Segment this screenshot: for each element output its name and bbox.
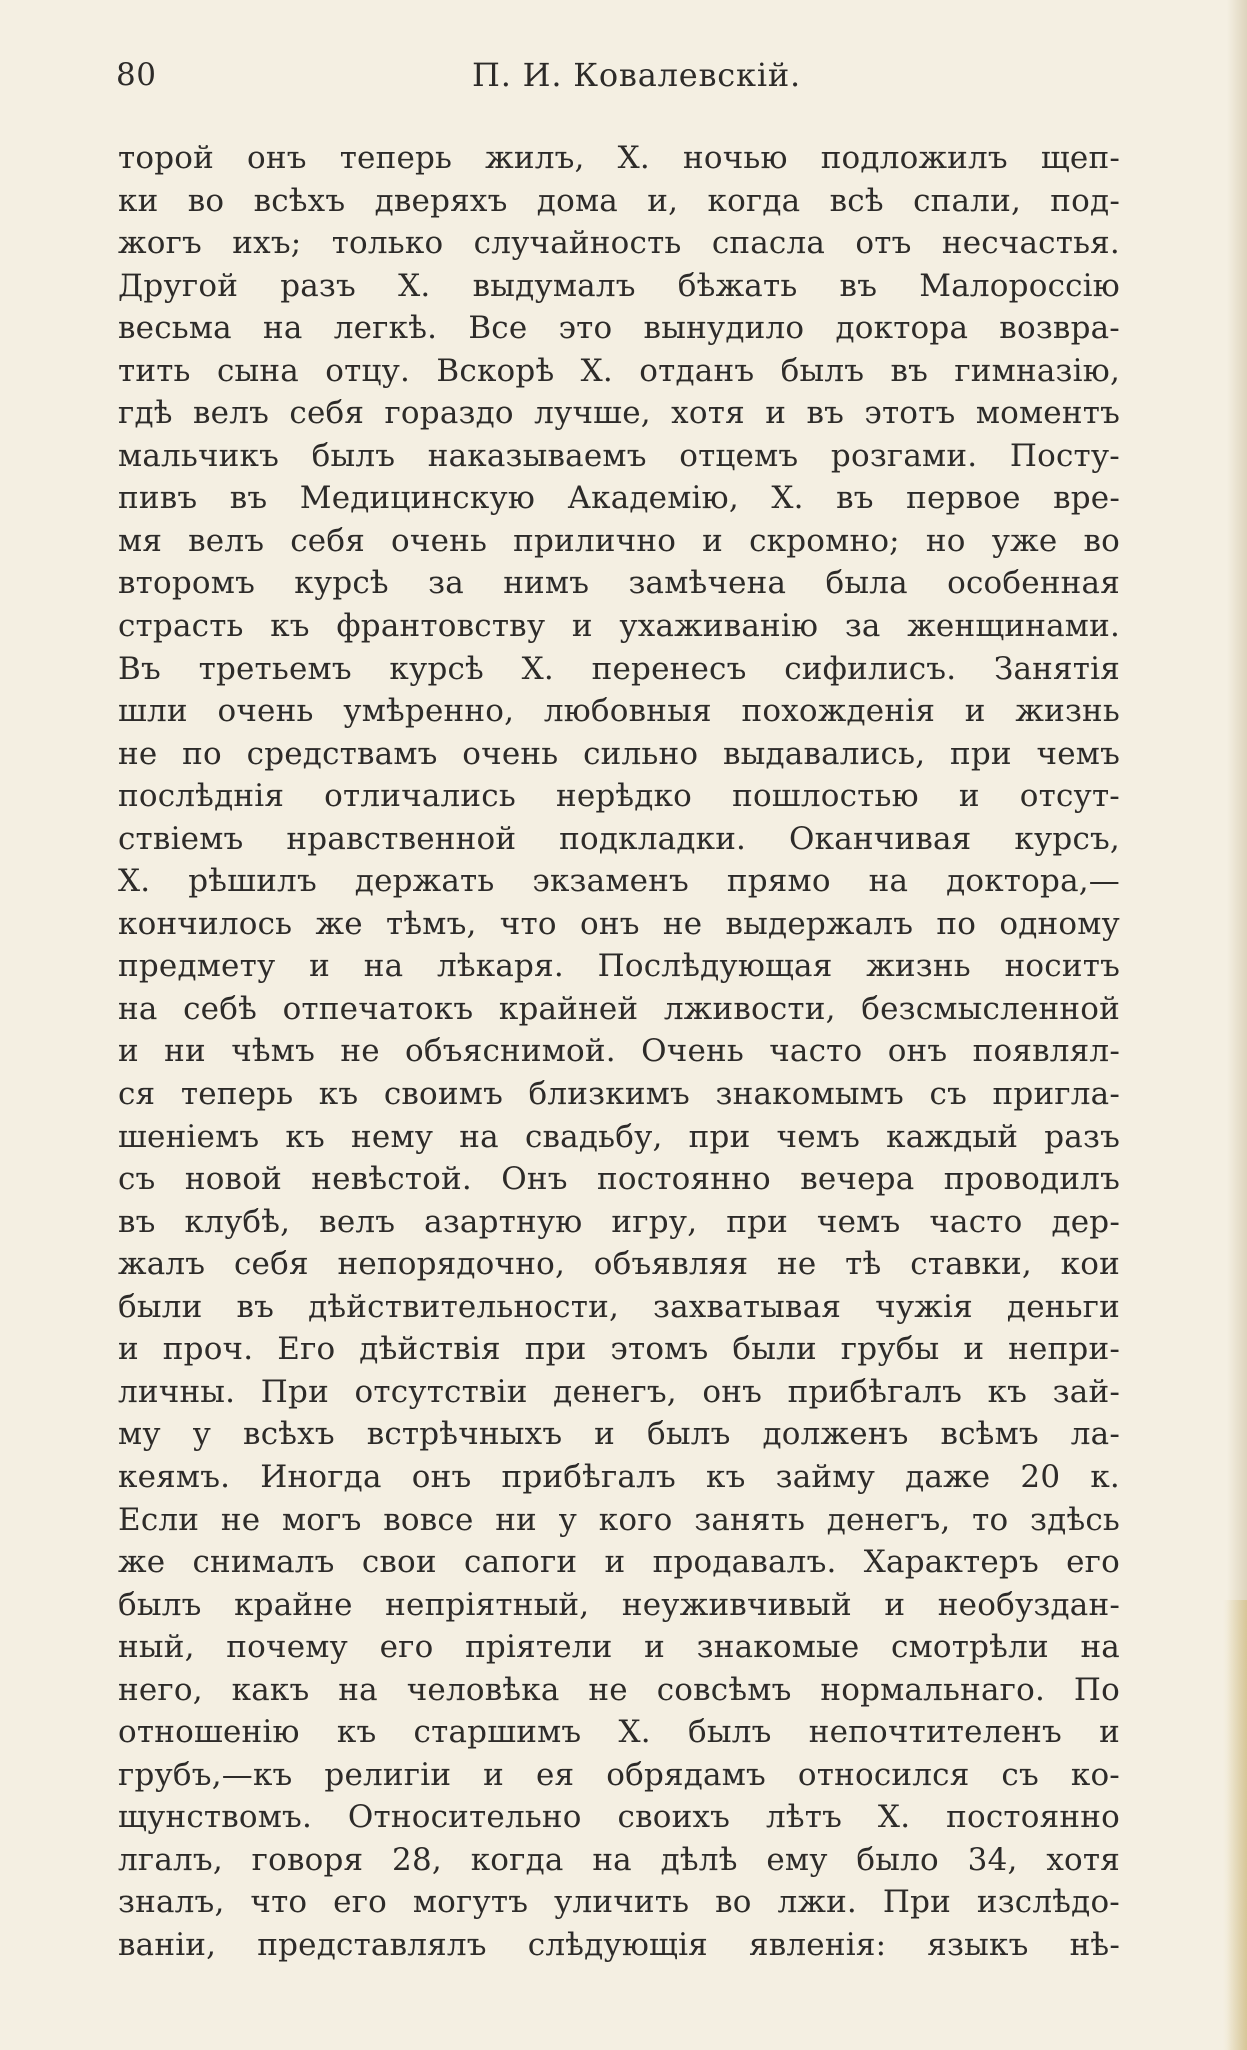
text-line: мальчикъ былъ наказываемъ отцемъ розгами. Посту- — [118, 437, 1120, 474]
text-line: кончилось же тѣмъ, что онъ не выдержалъ по одному — [118, 905, 1120, 942]
text-line: щунствомъ. Относительно своихъ лѣтъ Х. постоянно — [118, 1799, 1120, 1836]
running-header — [112, 55, 1112, 105]
running-title: П. И. Ковалевскій. — [472, 56, 801, 94]
text-line: весьма на легкѣ. Все это вынудило доктора возвра- — [118, 310, 1120, 347]
text-line: ный, почему его пріятели и знакомые смотрѣли на — [118, 1629, 1120, 1666]
text-line: Х. рѣшилъ держать экзаменъ прямо на доктора,— — [118, 863, 1120, 900]
text-line: лгалъ, говоря 28, когда на дѣлѣ ему было 34, хотя — [118, 1841, 1120, 1878]
text-line: и ни чѣмъ не объяснимой. Очень часто онъ появлял- — [118, 1033, 1120, 1070]
text-line: тить сына отцу. Вскорѣ Х. отданъ былъ въ гимназію, — [118, 352, 1120, 389]
text-line: пивъ въ Медицинскую Академію, Х. въ первое вре- — [118, 480, 1120, 517]
text-line: отношенію къ старшимъ Х. былъ непочтителенъ и — [118, 1714, 1120, 1751]
text-line: послѣднія отличались нерѣдко пошлостью и отсут- — [118, 778, 1120, 815]
text-line: му у всѣхъ встрѣчныхъ и былъ долженъ всѣмъ ла- — [118, 1416, 1120, 1453]
text-line: второмъ курсѣ за нимъ замѣчена была особенная — [118, 565, 1120, 602]
text-line: ки во всѣхъ дверяхъ дома и, когда всѣ спали, под- — [118, 182, 1120, 219]
text-line: него, какъ на человѣка не совсѣмъ нормальнаго. По — [118, 1671, 1120, 1708]
text-line: жалъ себя непорядочно, объявляя не тѣ ставки, кои — [118, 1246, 1120, 1283]
text-line: кеямъ. Иногда онъ прибѣгалъ къ займу даже 20 к. — [118, 1458, 1120, 1495]
page-edge-stain — [1223, 1600, 1247, 2050]
text-line: торой онъ теперь жилъ, Х. ночью подложилъ щеп- — [118, 140, 1120, 176]
text-line: мя велъ себя очень прилично и скромно; но уже во — [118, 522, 1120, 559]
text-line: и проч. Его дѣйствія при этомъ были грубы и непри- — [118, 1331, 1120, 1368]
text-line: Другой разъ Х. выдумалъ бѣжать въ Малороссію — [118, 267, 1120, 304]
body-text — [118, 137, 1120, 1967]
text-line: предмету и на лѣкаря. Послѣдующая жизнь носитъ — [118, 948, 1120, 985]
text-line: шли очень умѣренно, любовныя похожденія и жизнь — [118, 693, 1120, 730]
text-line: ся теперь къ своимъ близкимъ знакомымъ съ пригла- — [118, 1076, 1120, 1113]
text-line: жогъ ихъ; только случайность спасла отъ несчастья. — [118, 225, 1120, 262]
text-line: были въ дѣйствительности, захватывая чужія деньги — [118, 1288, 1120, 1325]
text-line: шеніемъ къ нему на свадьбу, при чемъ каждый разъ — [118, 1118, 1120, 1155]
text-line: же снималъ свои сапоги и продавалъ. Характеръ его — [118, 1544, 1120, 1581]
text-line: грубъ,—къ религіи и ея обрядамъ относился съ ко- — [118, 1756, 1120, 1793]
text-line: на себѣ отпечатокъ крайней лживости, безсмысленной — [118, 990, 1120, 1027]
text-line: страсть къ франтовству и ухаживанію за женщинами. — [118, 608, 1120, 645]
text-line: съ новой невѣстой. Онъ постоянно вечера проводилъ — [118, 1161, 1120, 1198]
text-line: въ клубѣ, велъ азартную игру, при чемъ часто дер- — [118, 1203, 1120, 1240]
text-line: не по средствамъ очень сильно выдавались, при чемъ — [118, 735, 1120, 772]
text-line: Если не могъ вовсе ни у кого занять денегъ, то здѣсь — [118, 1501, 1120, 1538]
text-line: ствіемъ нравственной подкладки. Оканчивая курсъ, — [118, 820, 1120, 857]
text-line: былъ крайне непріятный, неуживчивый и необуздан- — [118, 1586, 1120, 1623]
text-line: зналъ, что его могутъ уличить во лжи. При изслѣдо- — [118, 1884, 1120, 1921]
text-line: ваніи, представлялъ слѣдующія явленія: языкъ нѣ- — [118, 1926, 1120, 1963]
text-line: личны. При отсутствіи денегъ, онъ прибѣгалъ къ зай- — [118, 1373, 1120, 1410]
text-line: Въ третьемъ курсѣ Х. перенесъ сифилисъ. Занятія — [118, 650, 1120, 687]
page-number: 80 — [116, 57, 157, 93]
text-line: гдѣ велъ себя гораздо лучше, хотя и въ этотъ моментъ — [118, 395, 1120, 432]
